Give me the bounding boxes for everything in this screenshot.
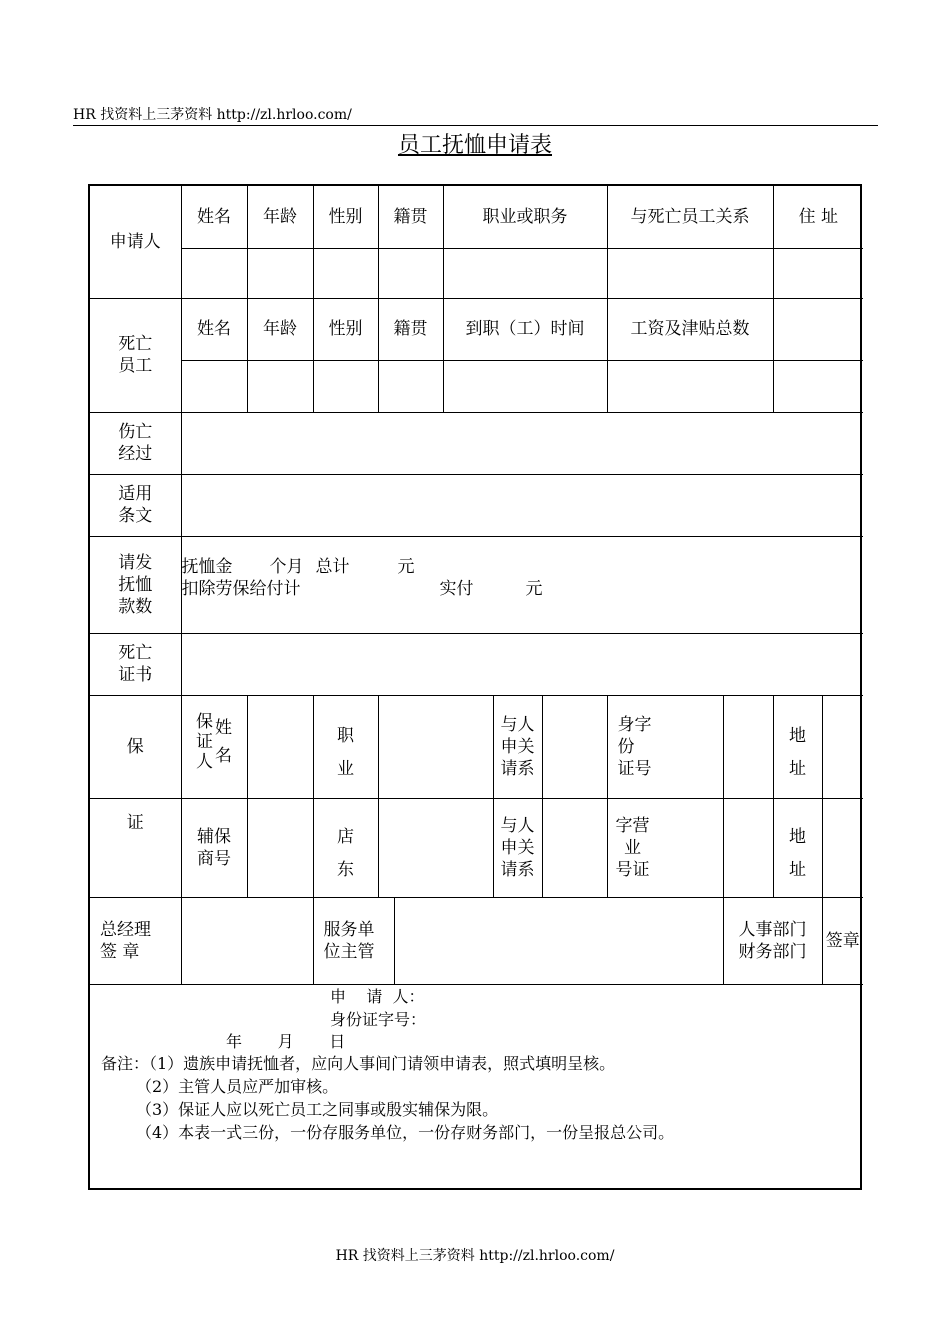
shop-addr-1: 地 <box>789 826 807 847</box>
applicant-origin-field[interactable] <box>378 248 443 298</box>
shop-address-label <box>773 798 822 897</box>
payment-total: 总计 <box>315 556 350 577</box>
shop-label-2: 商号 <box>197 848 231 869</box>
guarantor-name-field[interactable] <box>247 695 313 798</box>
guarantor-rel-1: 与人 <box>500 714 535 735</box>
owner-label-2: 东 <box>337 859 354 880</box>
gm-label-1: 总经理 <box>100 919 151 940</box>
injury-label-line2: 经过 <box>118 444 153 464</box>
form-table <box>90 186 863 985</box>
guarantor-addr-2: 址 <box>789 758 807 779</box>
fin-dept-label: 财务部门 <box>738 941 807 962</box>
license-3: 号证 <box>615 859 650 880</box>
guarantor-address-field[interactable] <box>822 695 863 798</box>
deceased-col-salary: 工资及津贴总数 <box>607 298 773 360</box>
shop-label <box>181 798 247 897</box>
applicant-col-relation: 与死亡员工关系 <box>607 186 773 248</box>
guarantee-label-bottom-text: 证 <box>126 812 144 833</box>
shop-relation-label <box>493 798 542 897</box>
injury-label-line1: 伤亡 <box>118 422 153 442</box>
deceased-col-name: 姓名 <box>181 298 247 360</box>
deceased-name-field[interactable] <box>181 360 247 412</box>
id-number: 身份证字号： <box>330 1010 427 1029</box>
applicant-sign: 申 请 人： <box>330 987 425 1006</box>
deceased-start-date-field[interactable] <box>443 360 607 412</box>
applicant-label: 申请人 <box>90 186 181 298</box>
license-label <box>607 798 723 897</box>
stamp-label: 签章 <box>822 897 863 984</box>
clause-label <box>90 474 181 536</box>
applicant-age-field[interactable] <box>247 248 313 298</box>
applicant-col-origin: 籍贯 <box>378 186 443 248</box>
license-2: 业 <box>624 837 642 858</box>
shop-addr-2: 址 <box>789 859 807 880</box>
gm-label <box>90 897 181 984</box>
guarantor-id-field[interactable] <box>723 695 773 798</box>
guarantor-label <box>181 695 247 798</box>
service-field[interactable] <box>394 897 723 984</box>
deceased-col-origin: 籍贯 <box>378 298 443 360</box>
guarantor-addr-1: 地 <box>789 725 807 746</box>
certificate-field[interactable] <box>181 633 863 695</box>
guarantor-job-1: 职 <box>337 725 354 746</box>
application-form <box>88 184 862 1190</box>
clause-field[interactable] <box>181 474 863 536</box>
deceased-label-line2: 员工 <box>118 356 153 376</box>
deceased-col-blank <box>773 298 863 360</box>
guarantor-n2: 名 <box>215 745 232 766</box>
guarantee-label-top: 保 <box>90 695 181 798</box>
page-footer: HR 找资料上三茅资料 http://zl.hrloo.com/ <box>335 1248 615 1264</box>
payment-field[interactable] <box>181 536 863 633</box>
guarantor-rel-2: 申关 <box>500 736 535 757</box>
form-title: 员工抚恤申请表 <box>397 133 552 158</box>
deceased-label-line1: 死亡 <box>118 334 153 354</box>
guarantor-job-2: 业 <box>337 758 354 779</box>
applicant-col-name: 姓名 <box>181 186 247 248</box>
deceased-extra-field[interactable] <box>773 360 863 412</box>
license-1: 字营 <box>615 815 650 836</box>
shop-field[interactable] <box>247 798 313 897</box>
guarantor-job-label <box>313 695 378 798</box>
applicant-col-address: 住 址 <box>773 186 863 248</box>
certificate-label-line1: 死亡 <box>118 643 153 663</box>
guarantor-relation-field[interactable] <box>542 695 607 798</box>
clause-label-line2: 条文 <box>118 506 153 526</box>
shop-rel-1: 与人 <box>500 815 535 836</box>
guarantor-id-1: 身字 <box>617 714 652 735</box>
deceased-age-field[interactable] <box>247 360 313 412</box>
payment-label <box>90 536 181 633</box>
applicant-address-field[interactable] <box>773 248 863 298</box>
guarantor-address-label <box>773 695 822 798</box>
guarantor-id-2: 份 <box>617 736 635 757</box>
deceased-label <box>90 298 181 412</box>
note-4: （4）本表一式三份，一份存服务单位，一份存财务部门，一份呈报总公司。 <box>136 1123 675 1142</box>
deceased-col-start-date: 到职（工）时间 <box>443 298 607 360</box>
shop-address-field[interactable] <box>822 798 863 897</box>
injury-label <box>90 412 181 474</box>
owner-label <box>313 798 378 897</box>
applicant-occupation-field[interactable] <box>443 248 607 298</box>
payment-months: 个月 <box>269 556 304 577</box>
notes-section <box>90 986 860 1188</box>
gm-signature-field[interactable] <box>181 897 313 984</box>
payment-pension: 抚恤金 <box>181 556 233 577</box>
shop-label-1: 辅保 <box>197 826 231 847</box>
guarantor-g3: 人 <box>196 751 213 772</box>
service-label-2: 位主管 <box>323 941 375 962</box>
guarantee-label-bottom <box>90 798 181 897</box>
shop-rel-3: 请系 <box>500 859 535 880</box>
owner-field[interactable] <box>378 798 493 897</box>
deceased-gender-field[interactable] <box>313 360 378 412</box>
owner-label-1: 店 <box>337 826 354 847</box>
guarantor-relation-label <box>493 695 542 798</box>
applicant-col-age: 年龄 <box>247 186 313 248</box>
clause-label-line1: 适用 <box>118 484 153 504</box>
deceased-origin-field[interactable] <box>378 360 443 412</box>
applicant-col-occupation: 职业或职务 <box>443 186 607 248</box>
sign-date: 年 月 日 <box>226 1032 346 1051</box>
deceased-col-gender: 性别 <box>313 298 378 360</box>
certificate-label <box>90 633 181 695</box>
deceased-col-age: 年龄 <box>247 298 313 360</box>
guarantor-g1: 保 <box>196 711 213 732</box>
payment-yuan1: 元 <box>397 556 415 577</box>
deceased-salary-field[interactable] <box>607 360 773 412</box>
service-label <box>313 897 394 984</box>
applicant-name-field[interactable] <box>181 248 247 298</box>
payment-label-line2: 抚恤 <box>118 574 153 595</box>
payment-label-line1: 请发 <box>118 552 153 573</box>
payment-actual: 实付 <box>439 578 474 599</box>
guarantor-job-field[interactable] <box>378 695 493 798</box>
guarantor-id-label <box>607 695 723 798</box>
certificate-label-line2: 证书 <box>118 665 153 685</box>
service-label-1: 服务单 <box>323 919 375 940</box>
hr-dept-label: 人事部门 <box>738 919 807 940</box>
payment-deduction: 扣除劳保给付计 <box>181 578 301 599</box>
page-header: HR 找资料上三茅资料 http://zl.hrloo.com/ <box>73 107 352 123</box>
applicant-col-gender: 性别 <box>313 186 378 248</box>
guarantor-id-3: 证号 <box>617 758 652 779</box>
note-1: 备注：（1）遗族申请抚恤者，应向人事间门请领申请表，照式填明呈核。 <box>101 1054 616 1073</box>
payment-yuan2: 元 <box>525 578 543 599</box>
dept-label <box>723 897 822 984</box>
shop-relation-field[interactable] <box>542 798 607 897</box>
guarantor-n1: 姓 <box>215 717 232 738</box>
payment-label-line3: 款数 <box>118 596 153 617</box>
applicant-relation-field[interactable] <box>607 248 773 298</box>
license-field[interactable] <box>723 798 773 897</box>
guarantor-rel-3: 请系 <box>500 758 535 779</box>
gm-label-2: 签 章 <box>100 941 140 962</box>
note-2: （2）主管人员应严加审核。 <box>136 1077 339 1096</box>
guarantor-g2: 证 <box>196 731 213 752</box>
shop-rel-2: 申关 <box>500 837 535 858</box>
applicant-gender-field[interactable] <box>313 248 378 298</box>
note-3: （3）保证人应以死亡员工之同事或殷实辅保为限。 <box>136 1100 499 1119</box>
header-rule <box>73 125 878 126</box>
injury-field[interactable] <box>181 412 863 474</box>
